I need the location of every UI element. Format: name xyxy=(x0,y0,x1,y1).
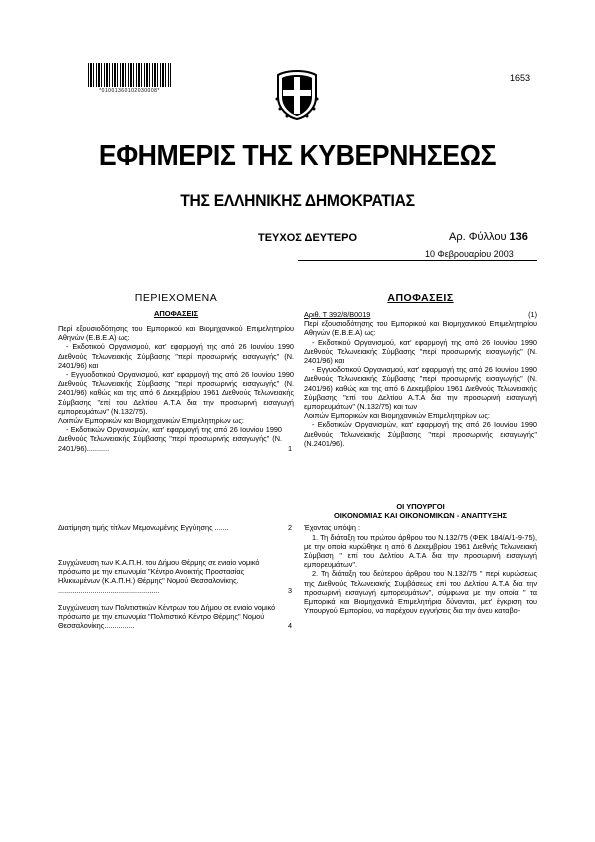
considering-label: Έχοντας υπόψη : xyxy=(304,523,361,533)
greek-coat-of-arms-icon xyxy=(274,69,320,121)
decision-ref-number: Αριθ. Τ 392/8/Β0019 xyxy=(304,310,371,319)
toc-entry-line: Διατίμηση τιμής τίτλων Μεμονωμένης Εγγύησης ....... xyxy=(58,523,229,532)
toc-entry xyxy=(58,523,294,532)
decision-paragraph: - Εγγυοδοτικού Οργανισμού, κατ' εφαρμογή της από 26 Ιουνίου 1990 Διεθνούς Τελωνειακής Σύμβασης "περί προσωρινής εισαγωγής" (Ν. 2401/96) καθώς και της από 6 Δεκεμβρίου 1961 Διεθνούς Τελωνειακής Σύμβασης "επί του Δελτίου Α.Τ.Α δια την προσωρινή εισαγωγή εμπορευμάτων" (Ν.132/75) και των xyxy=(304,365,537,412)
sheet-number-block xyxy=(449,231,528,243)
toc-entry-line: Περί εξουσιοδότησης του Εμπορικού και Βιομηχανικού Επιμελητηρίου Αθηνών (Ε.Β.Ε.Α) ως: xyxy=(58,324,294,343)
sheet-label: Αρ. Φύλλου xyxy=(449,231,507,243)
decision-body xyxy=(304,310,537,448)
toc-entry-line: Συγχώνευση των Πολιτιστικών Κέντρων του Δήμου σε ενιαίο νομικό πρόσωπο με την επωνυμία "Πολιτιστικό Κέντρο Θέρμης" Νομού Θεσσαλονίκης............... xyxy=(58,603,276,631)
toc-entry-page: 2 xyxy=(287,523,292,532)
decision-item: 2. Τη διάταξη του δεύτερου άρθρου του Ν.132/75 " περί κυρώσεως της Διεθνούς Τελωνειακής Συμβάσεως επί του Δελτίου Α.Τ.Α δια την προσωρινή εισαγωγή εμπορευμάτων", σύμφωνα με την οποία " τα Εμπορικά και Βιομηχανικά Επιμελητήρια δύνανται, μετ' έγκριση του Υπουργού Εμπορίου, να παρέχουν εγγυήσεις δια την άνευ καταβο- xyxy=(304,569,537,616)
toc-heading: ΠΕΡΙΕΧΟΜΕΝΑ xyxy=(134,292,218,304)
decision-paragraph: Περί εξουσιοδότησης του Εμπορικού και Βιομηχανικού Επιμελητηρίου Αθηνών (Ε.Β.Ε.Α) ως: xyxy=(304,319,537,338)
toc-entry xyxy=(58,324,294,453)
toc-entry-line: Συγχώνευση των Κ.Α.Π.Η. του Δήμου Θέρμης σε ενιαίο νομικό πρόσωπο με την επωνυμία "Κέντρο Ανοικτής Προστασίας Ηλικιωμένων (Κ.Α.Π.Η.) Θέρμης" Νομού Θεσσαλονίκης. .................................................. xyxy=(58,558,260,595)
toc-subheading-wrap xyxy=(58,309,294,318)
toc-entry-page: 1 xyxy=(287,443,292,453)
ministers-line: ΟΙΚΟΝΟΜΙΑΣ ΚΑΙ ΟΙΚΟΝΟΜΙΚΩΝ - ΑΝΑΠΤΥΞΗΣ xyxy=(333,511,508,521)
issue-date: 10 Φεβρουαρίου 2003 xyxy=(425,249,514,259)
barcode xyxy=(88,63,171,87)
toc-entry-page: 3 xyxy=(287,585,292,595)
gazette-title: ΕΦΗΜΕΡΙΣ ΤΗΣ ΚΥΒΕΡΝΗΣΕΩΣ xyxy=(98,140,497,172)
decision-paragraph: - Εκδοτικού Οργανισμού, κατ' εφαρμογή της από 26 Ιουνίου 1990 Διεθνούς Τελωνειακής Σύμβασης "περί προσωρινής εισαγωγής" (Ν. 2401/96) και xyxy=(304,337,537,366)
issue-label: ΤΕΥΧΟΣ ΔΕΥΤΕΡΟ xyxy=(258,232,358,244)
decision-paragraph: - Εκδοτικών Οργανισμών, κατ' εφαρμογή της από 26 Ιουνίου 1990 Διεθνούς Τελωνειακής Σύμβασης "περί προσωρινής εισαγωγής" (Ν.2401/96). xyxy=(304,420,537,448)
decisions-heading: ΑΠΟΦΑΣΕΙΣ xyxy=(387,292,454,304)
ministers-block xyxy=(304,502,537,615)
toc-entry-line: - Εκδοτικών Οργανισμών, κατ' εφαρμογή της από 26 Ιουνίου 1990 Διεθνούς Τελωνειακής Σύμβασης "περί προσωρινής εισαγωγής" (Ν. 2401/96)........... xyxy=(58,425,282,453)
toc-entry-page: 4 xyxy=(287,621,292,631)
decision-item: 1. Τη διάταξη του πρώτου άρθρου του Ν.132/75 (ΦΕΚ 184/Α/1-9-75), με την οποία κυρώθηκε η από 6 Δεκεμβρίου 1961 Διεθνής Τελωνειακή Σύμβαση " επί του Δελτίου Α.Τ.Α δια την προσωρινή εισαγωγή εμπορευμάτων". xyxy=(304,532,537,570)
decision-reference xyxy=(304,310,537,319)
toc-entry xyxy=(58,558,294,595)
gazette-subtitle: ΤΗΣ ΕΛΛΗΝΙΚΗΣ ΔΗΜΟΚΡΑΤΙΑΣ xyxy=(180,191,415,210)
toc-entry-line: - Εγγυοδοτικού Οργανισμού, κατ' εφαρμογή της από 26 Ιουνίου 1990 Διεθνούς Τελωνειακής Σύμβασης "περί προσωρινής εισαγωγής" (Ν. 2401/96) καθώς και της από 6 Δεκεμβρίου 1961 Διεθνούς Τελωνειακής Σύμβασης "επί του Δελτίου Α.Τ.Α δια την προσωρινή εισαγωγή εμπορευμάτων" (Ν.132/75). xyxy=(58,370,294,416)
header-divider xyxy=(298,260,537,261)
page-number: 1653 xyxy=(510,73,531,83)
toc-subheading: ΑΠΟΦΑΣΕΙΣ xyxy=(153,309,199,318)
ministers-line: ΟΙ ΥΠΟΥΡΓΟΙ xyxy=(396,502,445,511)
toc-entry-line: Λοιπών Εμπορικών και Βιομηχανικών Επιμελητηρίων ως: xyxy=(58,416,244,426)
sheet-number: 136 xyxy=(509,231,528,243)
barcode-number: *01001360102030008* xyxy=(99,88,160,94)
decision-paragraph: Λοιπών Εμπορικών και Βιομηχανικών Επιμελητηρίων ως: xyxy=(304,411,490,421)
toc-entry xyxy=(58,603,294,631)
decision-ref-index: (1) xyxy=(528,310,537,319)
toc-entry-line: - Εκδοτικού Οργανισμού, κατ' εφαρμογή της από 26 Ιουνίου 1990 Διεθνούς Τελωνειακής Σύμβασης "περί προσωρινής εισαγωγής" (Ν. 2401/96) και xyxy=(58,342,294,370)
